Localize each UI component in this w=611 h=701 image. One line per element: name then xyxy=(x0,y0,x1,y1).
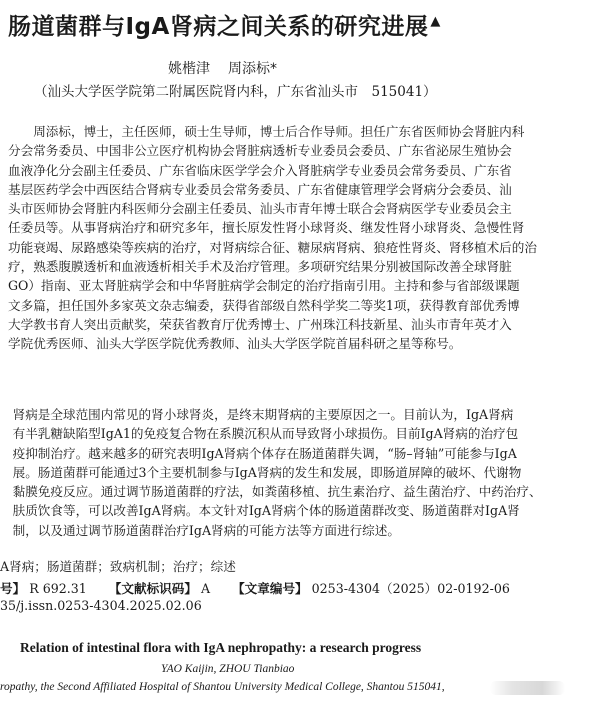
article-title-text: 肠道菌群与IgA肾病之间关系的研究进展 xyxy=(8,14,429,40)
bio-line: 学院优秀医师、汕头大学医学院优秀教师、汕头大学医学院首届科研之星等称号。 xyxy=(8,336,462,352)
bio-line: GO）指南、亚太肾脏病学会和中华肾脏病学会制定的治疗指南引用。主持和参与省部级课题 xyxy=(8,278,520,294)
doi: 35/j.issn.0253-4304.2025.02.06 xyxy=(0,598,202,613)
english-title: Relation of intestinal flora with IgA nephropathy: a research progress xyxy=(20,640,422,655)
corresponding-author-name: 周添标* xyxy=(228,61,277,77)
author-affiliation: （汕头大学医学院第二附属医院肾内科，广东省汕头市 515041） xyxy=(34,84,437,100)
article-no-label: 【文章编号】 xyxy=(232,581,308,596)
bio-line: 任委员等。从事肾病治疗和研究多年，擅长原发性肾小球肾炎、继发性肾小球肾炎、急慢性肾 xyxy=(8,220,525,236)
bio-line: 疗，熟悉腹膜透析和血液透析相关手术及治疗管理。多项研究结果分别被国际改善全球肾脏 xyxy=(8,259,512,275)
blurred-region xyxy=(490,681,565,695)
bio-line: 大学教书育人突出贡献奖，荣获省教育厅优秀博士、广州珠江科技新星、汕头市青年英才入 xyxy=(8,316,512,332)
bio-line: 头市医师协会肾脏内科医师分会副主任委员、汕头市青年博士联合会肾病医学专业委员会主 xyxy=(8,201,512,217)
abstract-line: 展。肠道菌群可能通过3个主要机制参与IgA肾病的发生和发展，即肠道屏障的破坏、代谢物 xyxy=(0,464,522,480)
abstract-line: 制，以及通过调节肠道菌群治疗IgA肾病的可能方法等方面进行综述。 xyxy=(0,522,400,538)
bio-line: 血液净化分会副主任委员、广东省临床医学学会介入肾脏病学专业委员会常务委员、广东省 xyxy=(8,162,512,178)
english-authors: YAO Kaijin, ZHOU Tianbiao xyxy=(161,663,295,675)
funding-triangle-icon: ▲ xyxy=(430,14,441,30)
abstract-line: 有半乳糖缺陷型IgA1的免疫复合物在系膜沉积从而导致肾小球损伤。目前IgA肾病的治疗包 xyxy=(0,426,519,442)
clc-value: R 692.31 xyxy=(29,581,87,596)
abstract-line: 肤质饮食等，可以改善IgA肾病。本文针对IgA肾病个体的肠道菌群改变、肠道菌群对IgA肾 xyxy=(0,503,520,519)
author-biography xyxy=(8,122,611,354)
abstract-line: 黏膜免疫反应。通过调节肠道菌群的疗法，如粪菌移植、抗生素治疗、益生菌治疗、中药治疗、 xyxy=(0,484,542,500)
english-affiliation: ropathy, the Second Affiliated Hospital of Shantou University Medical College, Shantou 515041, xyxy=(0,681,445,693)
bio-line: 功能衰竭、尿路感染等疾病的治疗，对肾病综合征、糖尿病肾病、狼疮性肾炎、肾移植术后的治 xyxy=(8,239,537,255)
keywords: A肾病；肠道菌群；致病机制；治疗；综述 xyxy=(0,559,236,574)
clc-label: 号】 xyxy=(0,581,26,596)
abstract-line: 肾病是全球范围内常见的肾小球肾炎，是终末期肾病的主要原因之一。目前认为，IgA肾病 xyxy=(0,407,514,422)
article-title xyxy=(8,8,441,41)
article-no-value: 0253-4304（2025）02-0192-06 xyxy=(311,581,510,596)
abstract-line: 疫抑制治疗。越来越多的研究表明IgA肾病个体存在肠道菌群失调，“肠–肾轴”可能参与IgA xyxy=(0,445,517,461)
abstract xyxy=(0,405,611,540)
bio-line: 文多篇，担任国外多家英文杂志编委，获得省部级自然科学奖二等奖1项，获得教育部优秀博 xyxy=(8,297,520,313)
bio-line: 基层医药学会中西医结合肾病专业委员会常务委员、广东省健康管理学会肾病分会委员、汕 xyxy=(8,181,512,197)
author-list xyxy=(168,58,277,78)
doc-code-label: 【文献标识码】 xyxy=(108,581,197,596)
bio-line: 周添标，博士，主任医师，硕士生导师，博士后合作导师。担任广东省医师协会肾脏内科 xyxy=(8,124,525,139)
bio-line: 分会常务委员、中国非公立医疗机构协会肾脏病透析专业委员会委员、广东省泌尿生殖协会 xyxy=(8,143,512,159)
author-name: 姚楷津 xyxy=(168,61,210,77)
doc-code-value: A xyxy=(200,581,211,596)
classification-line xyxy=(0,578,510,597)
